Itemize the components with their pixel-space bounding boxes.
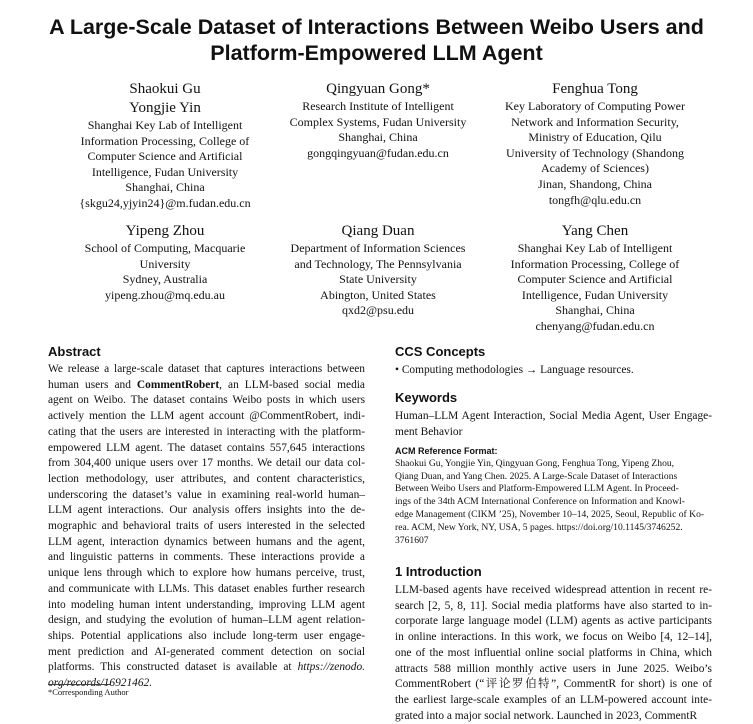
abstract-body bbox=[48, 362, 365, 692]
text-line: mographic and behavioral traits of users interested in the selected bbox=[48, 520, 365, 533]
affiliation-line: and Technology, The Pennsylvania bbox=[294, 256, 462, 271]
text-line: 3761607 bbox=[395, 534, 429, 546]
text-line: platforms. This constructed dataset is available at https://zenodo. bbox=[48, 661, 365, 674]
text-line: LLM agent interactions. Our analysis offers insights into the de- bbox=[48, 504, 365, 517]
affiliation-line: Sydney, Australia bbox=[122, 272, 208, 287]
author-block bbox=[55, 222, 275, 303]
text-line: into modeling human intent understanding, improving LLM agent bbox=[48, 598, 365, 611]
affiliation-line: State University bbox=[339, 272, 417, 287]
author-email: qxd2@psu.edu bbox=[341, 303, 415, 318]
affiliation-line: Jinan, Shandong, China bbox=[538, 176, 652, 191]
text-line: grated into a major social network. Launched in 2023, CommentR bbox=[395, 709, 698, 722]
introduction-heading: 1 Introduction bbox=[395, 564, 482, 579]
affiliation-line: Information Processing, College of bbox=[510, 256, 680, 271]
author-email: chenyang@fudan.edu.cn bbox=[535, 318, 655, 333]
text-line: ings of the 34th ACM International Conference on Information and Knowl- bbox=[395, 496, 685, 508]
affiliation-line: Department of Information Sciences bbox=[290, 241, 466, 255]
text-line: the earliest large-scale examples of an LLM-powered account inte- bbox=[395, 693, 712, 706]
author-email: {skgu24,yjyin24}@m.fudan.edu.cn bbox=[79, 195, 251, 210]
paper-title bbox=[20, 14, 733, 66]
keywords-heading: Keywords bbox=[395, 390, 458, 405]
affiliation-line: Intelligence, Fudan University bbox=[521, 287, 669, 302]
affiliation-line: Academy of Sciences) bbox=[541, 161, 649, 176]
text-line: Qiang Duan, and Yang Chen. 2025. A Large-Scale Dataset of Interactions bbox=[395, 470, 678, 482]
text-line: and linguistic patterns in comments. These interactions provide a bbox=[48, 551, 365, 564]
ccs-concepts bbox=[395, 363, 634, 378]
affiliation-line: Key Laboratory of Computing Power bbox=[505, 99, 685, 113]
text-line: rea. ACM, New York, NY, USA, 5 pages. https://doi.org/10.1145/3746252. bbox=[395, 521, 683, 533]
affiliation-line: Information Processing, College of bbox=[80, 133, 250, 148]
text-line: in online interactions. In this work, we focus on Weibo [4, 12–14], bbox=[395, 631, 712, 644]
author-block bbox=[268, 80, 488, 161]
author-name: Qingyuan Gong* bbox=[326, 81, 430, 97]
text-line: one of the most influential online social platforms in China, which bbox=[395, 646, 712, 659]
text-line: empowered LLM agent. The dataset contains 557,645 interactions bbox=[48, 441, 365, 454]
text-line: LLM-based agents have received widespread attention in recent re- bbox=[395, 584, 712, 596]
affiliation-line: Shanghai, China bbox=[125, 180, 205, 195]
affiliation-line: Complex Systems, Fudan University bbox=[289, 114, 467, 129]
reference-format-body bbox=[395, 458, 712, 548]
author-name: Yang Chen bbox=[561, 223, 629, 239]
text-line: ment Behavior bbox=[395, 425, 463, 438]
author-name: Shaokui Gu bbox=[129, 81, 201, 97]
text-line: design, and studying the evolution of human–LLM agent relation- bbox=[48, 614, 365, 627]
ccs-item: • Computing methodologies → Language resources. bbox=[395, 364, 634, 376]
author-name: Yongjie Yin bbox=[129, 100, 201, 116]
keywords-body bbox=[395, 409, 712, 440]
footnote-rule bbox=[48, 684, 110, 685]
text-line: corporate large language model (LLM) agents as active participants bbox=[395, 615, 712, 628]
text-line: from 304,400 unique users over 17 months. We detail our data col- bbox=[48, 457, 365, 470]
text-line: We release a large-scale dataset that captures interactions between bbox=[48, 363, 365, 375]
author-name: Qiang Duan bbox=[341, 223, 415, 239]
text-line: org/records/16921462. bbox=[48, 677, 153, 690]
affiliation-line: Intelligence, Fudan University bbox=[91, 164, 239, 179]
text-line: attracts 588 million monthly active users in June 2025. Weibo’s bbox=[395, 662, 712, 675]
author-block bbox=[55, 80, 275, 212]
affiliation-line: University of Technology (Shandong bbox=[506, 145, 684, 160]
footnote: *Corresponding Author bbox=[48, 687, 129, 697]
text-line: Shaokui Gu, Yongjie Yin, Qingyuan Gong, Fenghua Tong, Yipeng Zhou, bbox=[395, 457, 675, 469]
title-line: Platform-Empowered LLM Agent bbox=[210, 41, 543, 65]
introduction-body bbox=[395, 583, 712, 724]
text-line: human users and CommentRobert, an LLM-based social media bbox=[48, 378, 365, 391]
affiliation-line: Shanghai, China bbox=[338, 130, 418, 145]
author-email: tongfh@qlu.edu.cn bbox=[548, 192, 642, 207]
text-line: search [2, 5, 8, 11]. Social media platforms have also started to in- bbox=[395, 599, 712, 612]
affiliation-line: University bbox=[139, 256, 191, 271]
text-line: Human–LLM Agent Interaction, Social Media Agent, User Engage- bbox=[395, 410, 712, 422]
affiliation-line: Computer Science and Artificial bbox=[87, 149, 243, 164]
text-line: underscoring the dataset’s value in examining real-world human– bbox=[48, 488, 365, 501]
author-block bbox=[486, 80, 704, 208]
text-line: Between Weibo Users and Platform-Empowered LLM Agent. In Proceed- bbox=[395, 483, 679, 495]
author-block bbox=[486, 222, 704, 335]
text-line: agent on Weibo. The dataset contains Weibo posts in which users bbox=[48, 394, 365, 407]
affiliation-line: Research Institute of Intelligent bbox=[302, 99, 454, 113]
affiliation-line: Shanghai Key Lab of Intelligent bbox=[517, 241, 673, 255]
affiliation-line: Computer Science and Artificial bbox=[517, 272, 673, 287]
text-line: unique lens through which to explore how humans perceive, trust, bbox=[48, 567, 365, 580]
affiliation-line: Ministry of Education, Qilu bbox=[528, 130, 662, 145]
affiliation-line: Shanghai Key Lab of Intelligent bbox=[87, 118, 243, 132]
text-line: CommentRobert (“评论罗伯特”, CommentR for short) is one of bbox=[395, 678, 712, 691]
author-email: gongqingyuan@fudan.edu.cn bbox=[307, 145, 449, 160]
text-line: lection methodology, user attributes, and content characteristics, bbox=[48, 472, 365, 485]
author-block bbox=[268, 222, 488, 319]
text-line: ment prediction and AI-generated comment detection on social bbox=[48, 645, 365, 658]
reference-format-heading: ACM Reference Format: bbox=[395, 446, 498, 456]
affiliation-line: Abington, United States bbox=[320, 287, 436, 302]
text-line: cating that the users are interested in interacting with the platform- bbox=[48, 425, 365, 438]
text-line: ships. Potential applications also include long-term user engage- bbox=[48, 629, 365, 642]
reference-format bbox=[395, 445, 712, 547]
abstract-heading: Abstract bbox=[48, 344, 101, 359]
text-line: and communicate with LLMs. This dataset enables further research bbox=[48, 582, 365, 595]
author-name: Yipeng Zhou bbox=[125, 223, 205, 239]
title-line: A Large-Scale Dataset of Interactions Between Weibo Users and bbox=[49, 15, 704, 39]
text-line: actively mention the LLM agent account @CommentRobert, indi- bbox=[48, 410, 365, 423]
ccs-heading: CCS Concepts bbox=[395, 344, 486, 359]
affiliation-line: Network and Information Security, bbox=[511, 114, 679, 129]
author-email: yipeng.zhou@mq.edu.au bbox=[104, 287, 226, 302]
author-name: Fenghua Tong bbox=[552, 81, 638, 97]
text-line: LLM agent, interaction dynamics between humans and the agent, bbox=[48, 535, 365, 548]
affiliation-line: Shanghai, China bbox=[555, 303, 635, 318]
text-line: edge Management (CIKM ’25), November 10–14, 2025, Seoul, Republic of Ko- bbox=[395, 508, 705, 520]
affiliation-line: School of Computing, Macquarie bbox=[84, 241, 246, 255]
